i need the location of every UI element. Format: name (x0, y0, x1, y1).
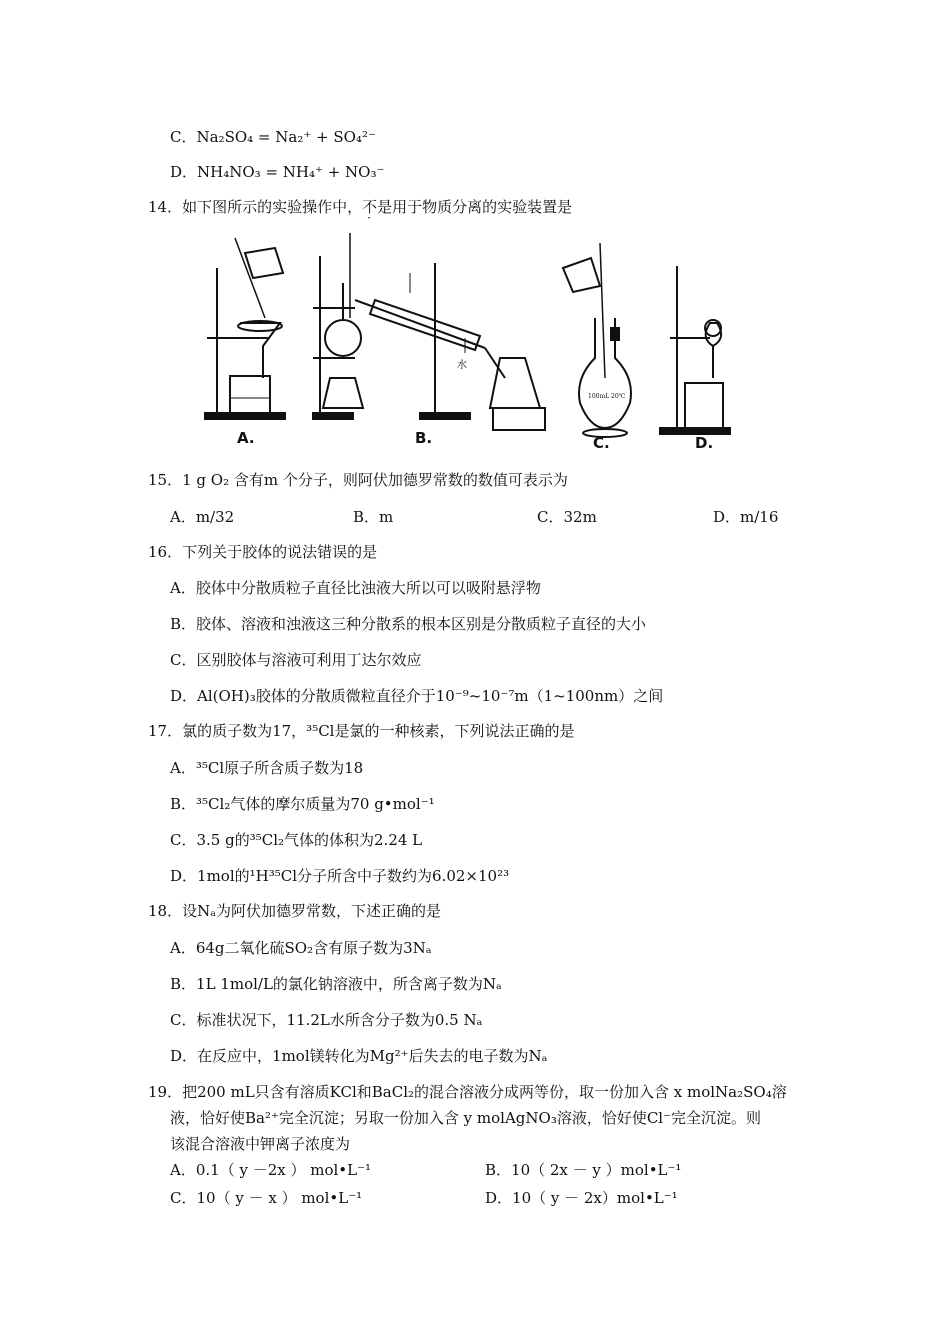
q19-option-c: C．10（ y － x ） mol•L⁻¹ (170, 1189, 363, 1207)
q15-option-c: C．32m (537, 508, 597, 526)
flask-label: 100mL 20℃ (588, 393, 626, 400)
q15-stem (148, 470, 568, 490)
figure-label-a: A. (237, 429, 255, 447)
q16-stem (148, 542, 377, 562)
q14-emphasis: 不 (362, 198, 378, 216)
q17-stem (148, 721, 574, 741)
filtration-apparatus (205, 238, 285, 419)
q18-option-a: A．64g二氧化硫SO₂含有原子数为3Nₐ (170, 939, 432, 957)
q14-stem (148, 197, 572, 217)
q17-text: 氯的质子数为17，³⁵Cl是氯的一种核素，下列说法正确的是 (182, 722, 575, 740)
q13-option-c (170, 127, 376, 147)
q13-option-d (170, 162, 384, 182)
q17-option-c: C．3.5 g的³⁵Cl₂气体的体积为2.24 L (170, 831, 423, 849)
q18-stem (148, 901, 441, 921)
q19-text-line1: 把200 mL只含有溶质KCl和BaCl₂的混合溶液分成两等份，取一份加入含 x molNa₂SO₄溶 (182, 1083, 787, 1101)
q13-option-d-label: D． (170, 163, 198, 181)
q19-option-d: D．10（ y － 2x）mol•L⁻¹ (485, 1189, 678, 1207)
q16-number: 16． (148, 543, 183, 561)
q13-option-c-text: Na₂SO₄ = Na₂⁺ + SO₄²⁻ (196, 128, 376, 146)
q18-text: 设Nₐ为阿伏加德罗常数，下述正确的是 (182, 902, 442, 920)
q19-stem-line2: 液，恰好使Ba²⁺完全沉淀；另取一份加入含 y molAgNO₃溶液，恰好使Cl⁻完全沉淀。则 (170, 1109, 762, 1127)
q14-text-pre: 如下图所示的实验操作中， (182, 198, 363, 216)
q19-number: 19． (148, 1083, 183, 1101)
q14-number: 14． (148, 198, 183, 216)
q16-option-b: B．胶体、溶液和浊液这三种分散系的根本区别是分散质粒子直径的大小 (170, 615, 647, 633)
figure-label-c: C. (593, 434, 610, 452)
water-label: 水 (457, 360, 467, 371)
q19-option-b: B．10（ 2x － y ）mol•L⁻¹ (485, 1161, 682, 1179)
q15-text: 1 g O₂ 含有m 个分子，则阿伏加德罗常数的数值可表示为 (182, 471, 568, 489)
q15-option-a: A．m/32 (170, 508, 235, 526)
q15-option-d: D．m/16 (713, 508, 779, 526)
q18-option-b: B．1L 1mol/L的氯化钠溶液中，所含离子数为Nₐ (170, 975, 502, 993)
q16-option-d: D．Al(OH)₃胶体的分散质微粒直径介于10⁻⁹~10⁻⁷m（1~100nm）之间 (170, 687, 664, 705)
distillation-apparatus (313, 233, 545, 430)
q14-apparatus-figure (195, 228, 755, 458)
q17-option-d: D．1mol的¹H³⁵Cl分子所含中子数约为6.02×10²³ (170, 867, 510, 885)
q17-option-b: B．³⁵Cl₂气体的摩尔质量为70 g•mol⁻¹ (170, 795, 435, 813)
q16-option-a: A．胶体中分散质粒子直径比浊液大所以可以吸附悬浮物 (170, 579, 541, 597)
figure-label-b: B. (415, 429, 433, 447)
q18-option-c: C．标准状况下，11.2L水所含分子数为0.5 Nₐ (170, 1011, 483, 1029)
volumetric-flask-apparatus (563, 243, 631, 437)
q17-number: 17． (148, 722, 183, 740)
q13-option-c-label: C． (170, 128, 197, 146)
figure-label-d: D. (695, 434, 714, 452)
q15-number: 15． (148, 471, 183, 489)
separatory-funnel-apparatus (660, 266, 730, 434)
q17-option-a: A．³⁵Cl原子所含质子数为18 (170, 759, 364, 777)
q15-option-b: B．m (353, 508, 394, 526)
q14-text-post: 是用于物质分离的实验装置是 (377, 198, 573, 216)
q13-option-d-text: NH₄NO₃ = NH₄⁺ + NO₃⁻ (197, 163, 385, 181)
q16-option-c: C．区别胶体与溶液可利用丁达尔效应 (170, 651, 422, 669)
q18-option-d: D．在反应中，1mol镁转化为Mg²⁺后失去的电子数为Nₐ (170, 1047, 548, 1065)
q19-stem-line3: 该混合溶液中钾离子浓度为 (170, 1135, 351, 1153)
q19-stem-line1 (148, 1082, 787, 1102)
q16-text: 下列关于胶体的说法错误的是 (182, 543, 378, 561)
q18-number: 18． (148, 902, 183, 920)
q19-option-a: A．0.1（ y －2x ） mol•L⁻¹ (170, 1161, 372, 1179)
